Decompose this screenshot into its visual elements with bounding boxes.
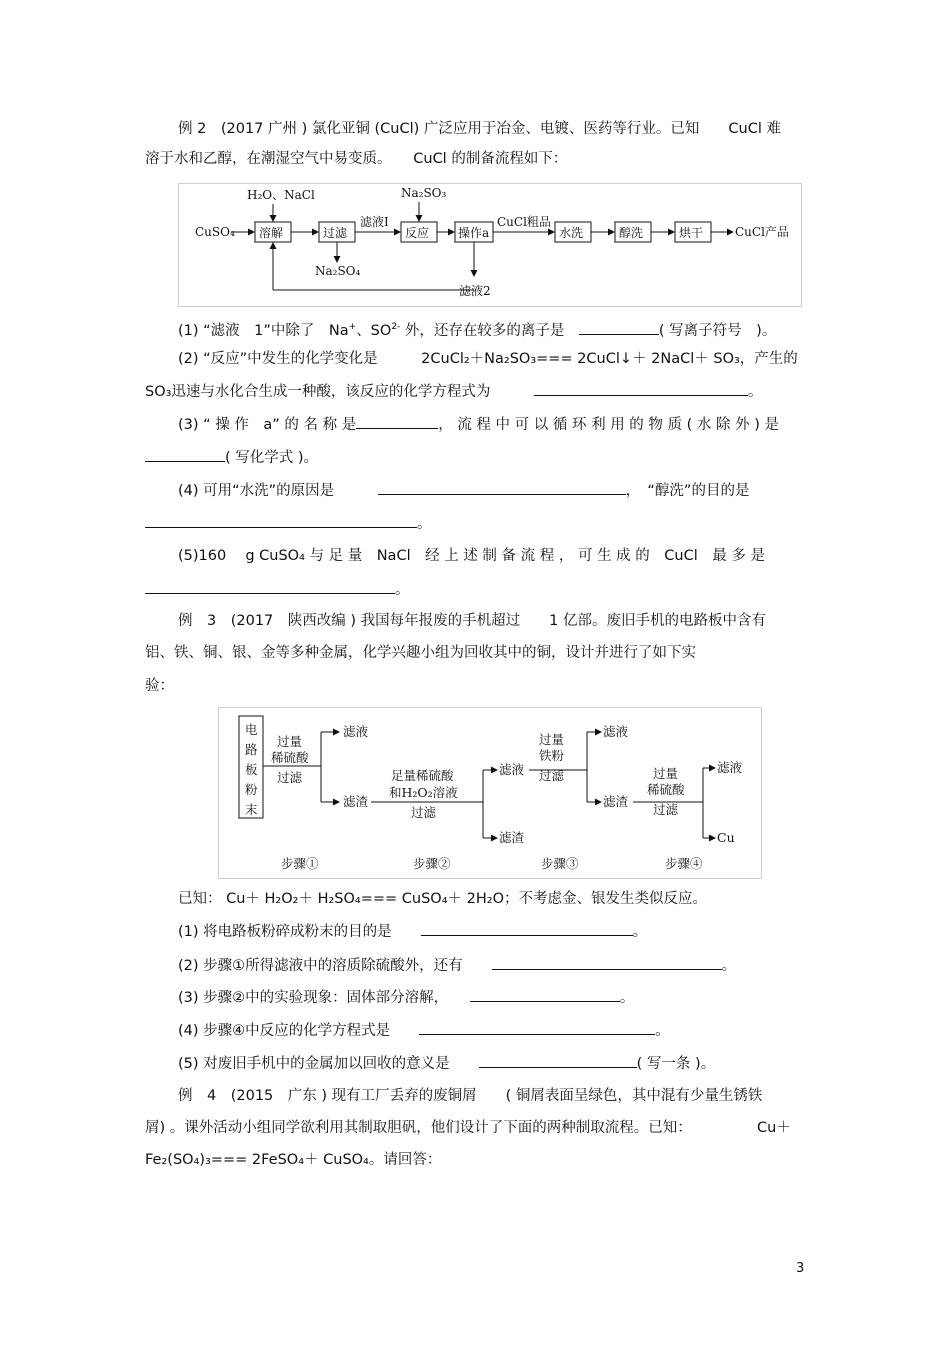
ex3-q1: (1) 将电路板粉碎成粉末的目的是 。 [178,921,647,942]
answer-blank[interactable] [421,921,633,936]
answer-blank[interactable] [419,1020,655,1035]
board-char-5: 末 [245,802,258,817]
s1-residue: 滤渣 [343,794,369,809]
ex2-q4-line2: 。 [145,513,432,534]
flow1-input-na2so3: Na₂SO₃ [401,186,447,200]
step4-label: 步骤④ [665,856,703,871]
page-number: 3 [796,1261,805,1276]
s2-mid: 和H₂O₂溶液 [389,785,458,800]
s4-bot: 过滤 [653,802,679,817]
ex4-line1: 例 4 (2015 广东 ) 现有工厂丢弃的废铜屑 ( 铜屑表面呈绿色，其中混有少量生锈铁 [178,1088,763,1104]
board-char-2: 路 [245,742,258,757]
s3-top: 过量 [539,732,565,747]
ex3-q3: (3) 步骤②中的实验现象：固体部分溶解， 。 [178,987,634,1008]
s2-bot: 过滤 [411,805,437,820]
answer-blank[interactable] [145,579,395,594]
flow2-diagram [219,708,761,878]
s1-bot: 过滤 [277,770,303,785]
ex2-line1: 例 2 (2017 广州 ) 氯化亚铜 (CuCl) 广泛应用于冶金、电镀、医药等行业。已知 CuCl 难 [178,121,781,137]
s1-top: 过量 [277,734,303,749]
flow1-input-h2o-nacl: H₂O、NaCl [247,188,315,202]
step3-label: 步骤③ [541,856,579,871]
flow1-frame [178,183,802,307]
ex3-q5: (5) 对废旧手机中的金属加以回收的意义是 ( 写一条 )。 [178,1053,715,1074]
s4-mid: 稀硫酸 [647,782,685,797]
s2-top: 足量稀硫酸 [391,768,454,783]
s3-mid: 铁粉 [539,748,565,763]
ex2-q1: (1) “滤液 1”中除了 Na+、$SO^{2-}$ 外，还存在较多的离子是 ( 写离子符号 )。 [178,317,776,341]
flow1-filtrate2: 滤液2 [459,284,491,298]
s2-filtrate: 滤液 [499,762,525,777]
flow1-dry: 烘干 [679,226,704,240]
board-char-4: 粉 [245,782,258,797]
flow1-product: CuCl产品 [735,225,789,239]
flow1-crude: CuCl粗品 [497,215,551,229]
s1-mid: 稀硫酸 [271,750,309,765]
ex2-q2-line2: SO₃迅速与水化合生成一种酸，该反应的化学方程式为 。 [145,381,762,402]
flow1-operation-a: 操作a [458,226,490,240]
flow1-water-wash: 水洗 [559,226,584,240]
answer-blank[interactable] [579,320,659,335]
ex3-known: 已知： Cu＋ H₂O₂＋ H₂SO₄=== CuSO₄＋ 2H₂O；不考虑金、银发生类似反应。 [178,891,707,907]
board-char-3: 板 [245,762,258,777]
answer-blank[interactable] [378,480,626,495]
flow1-filtrate1: 滤液Ⅰ [360,215,389,229]
s3-bot: 过滤 [539,768,565,783]
s2-residue: 滤渣 [499,830,525,845]
s3-residue: 滤渣 [603,794,629,809]
s4-cu: Cu [717,830,735,845]
ex3-q4: (4) 步骤④中反应的化学方程式是 。 [178,1020,670,1041]
s3-filtrate: 滤液 [603,724,629,739]
ex4-line2: 屑) 。课外活动小组同学欲利用其制取胆矾，他们设计了下面的两种制取流程。已知： Cu＋ [145,1120,791,1136]
ex4-line3: Fe₂(SO₄)₃=== 2FeSO₄＋ CuSO₄。请回答： [145,1152,442,1168]
ex2-q5-line1: (5)160 g CuSO₄ 与 足 量 NaCl 经 上 述 制 备 流 程 ， 可 生 成 的 CuCl 最 多 是 [178,548,765,564]
answer-blank[interactable] [145,447,225,462]
board-char-1: 电 [245,722,258,737]
ex3-q2: (2) 步骤①所得滤液中的溶质除硫酸外，还有 。 [178,955,736,976]
flow2-frame [218,707,762,879]
flow1-filter: 过滤 [323,226,348,240]
s4-top: 过量 [653,766,679,781]
answer-blank[interactable] [356,414,438,429]
ex3-line3: 验： [145,678,174,694]
ex2-q3-line2: ( 写化学式 )。 [145,447,318,468]
flow1-diagram [179,184,801,306]
flow1-alcohol-wash: 醇洗 [619,226,644,240]
ex2-q4-line1: (4) 可用“水洗”的原因是 ， “醇洗”的目的是 [178,480,749,501]
ex2-q3-line1: (3) “ 操 作 a” 的 名 称 是 ， 流 程 中 可 以 循 环 利 用 的 物 质 ( 水 除 外 ) 是 [178,414,779,435]
ex3-line2: 铝、铁、铜、银、金等多种金属，化学兴趣小组为回收其中的铜，设计并进行了如下实 [145,645,696,661]
step1-label: 步骤① [281,856,319,871]
flow1-cuso4: CuSO₄ [195,225,235,239]
answer-blank[interactable] [492,955,722,970]
s1-filtrate: 滤液 [343,724,369,739]
ex2-q5-line2: 。 [145,579,410,600]
answer-blank[interactable] [145,513,417,528]
answer-blank[interactable] [470,987,620,1002]
s4-filtrate: 滤液 [717,760,743,775]
answer-blank[interactable] [479,1053,637,1068]
step2-label: 步骤② [413,856,451,871]
ex2-q2-line1: (2) “反应”中发生的化学变化是 2CuCl₂＋Na₂SO₃=== 2CuCl↓＋ 2NaCl＋ SO₃，产生的 [178,351,798,367]
flow1-dissolve: 溶解 [259,226,284,240]
flow1-reaction: 反应 [405,226,430,240]
answer-blank[interactable] [534,381,748,396]
flow1-na2so4: Na₂SO₄ [315,264,361,278]
ex2-line2: 溶于水和乙醇，在潮湿空气中易变质。 CuCl 的制备流程如下： [145,151,568,167]
ex3-line1: 例 3 (2017 陕西改编 ) 我国每年报废的手机超过 1 亿部。废旧手机的电路板中含有 [178,613,766,629]
